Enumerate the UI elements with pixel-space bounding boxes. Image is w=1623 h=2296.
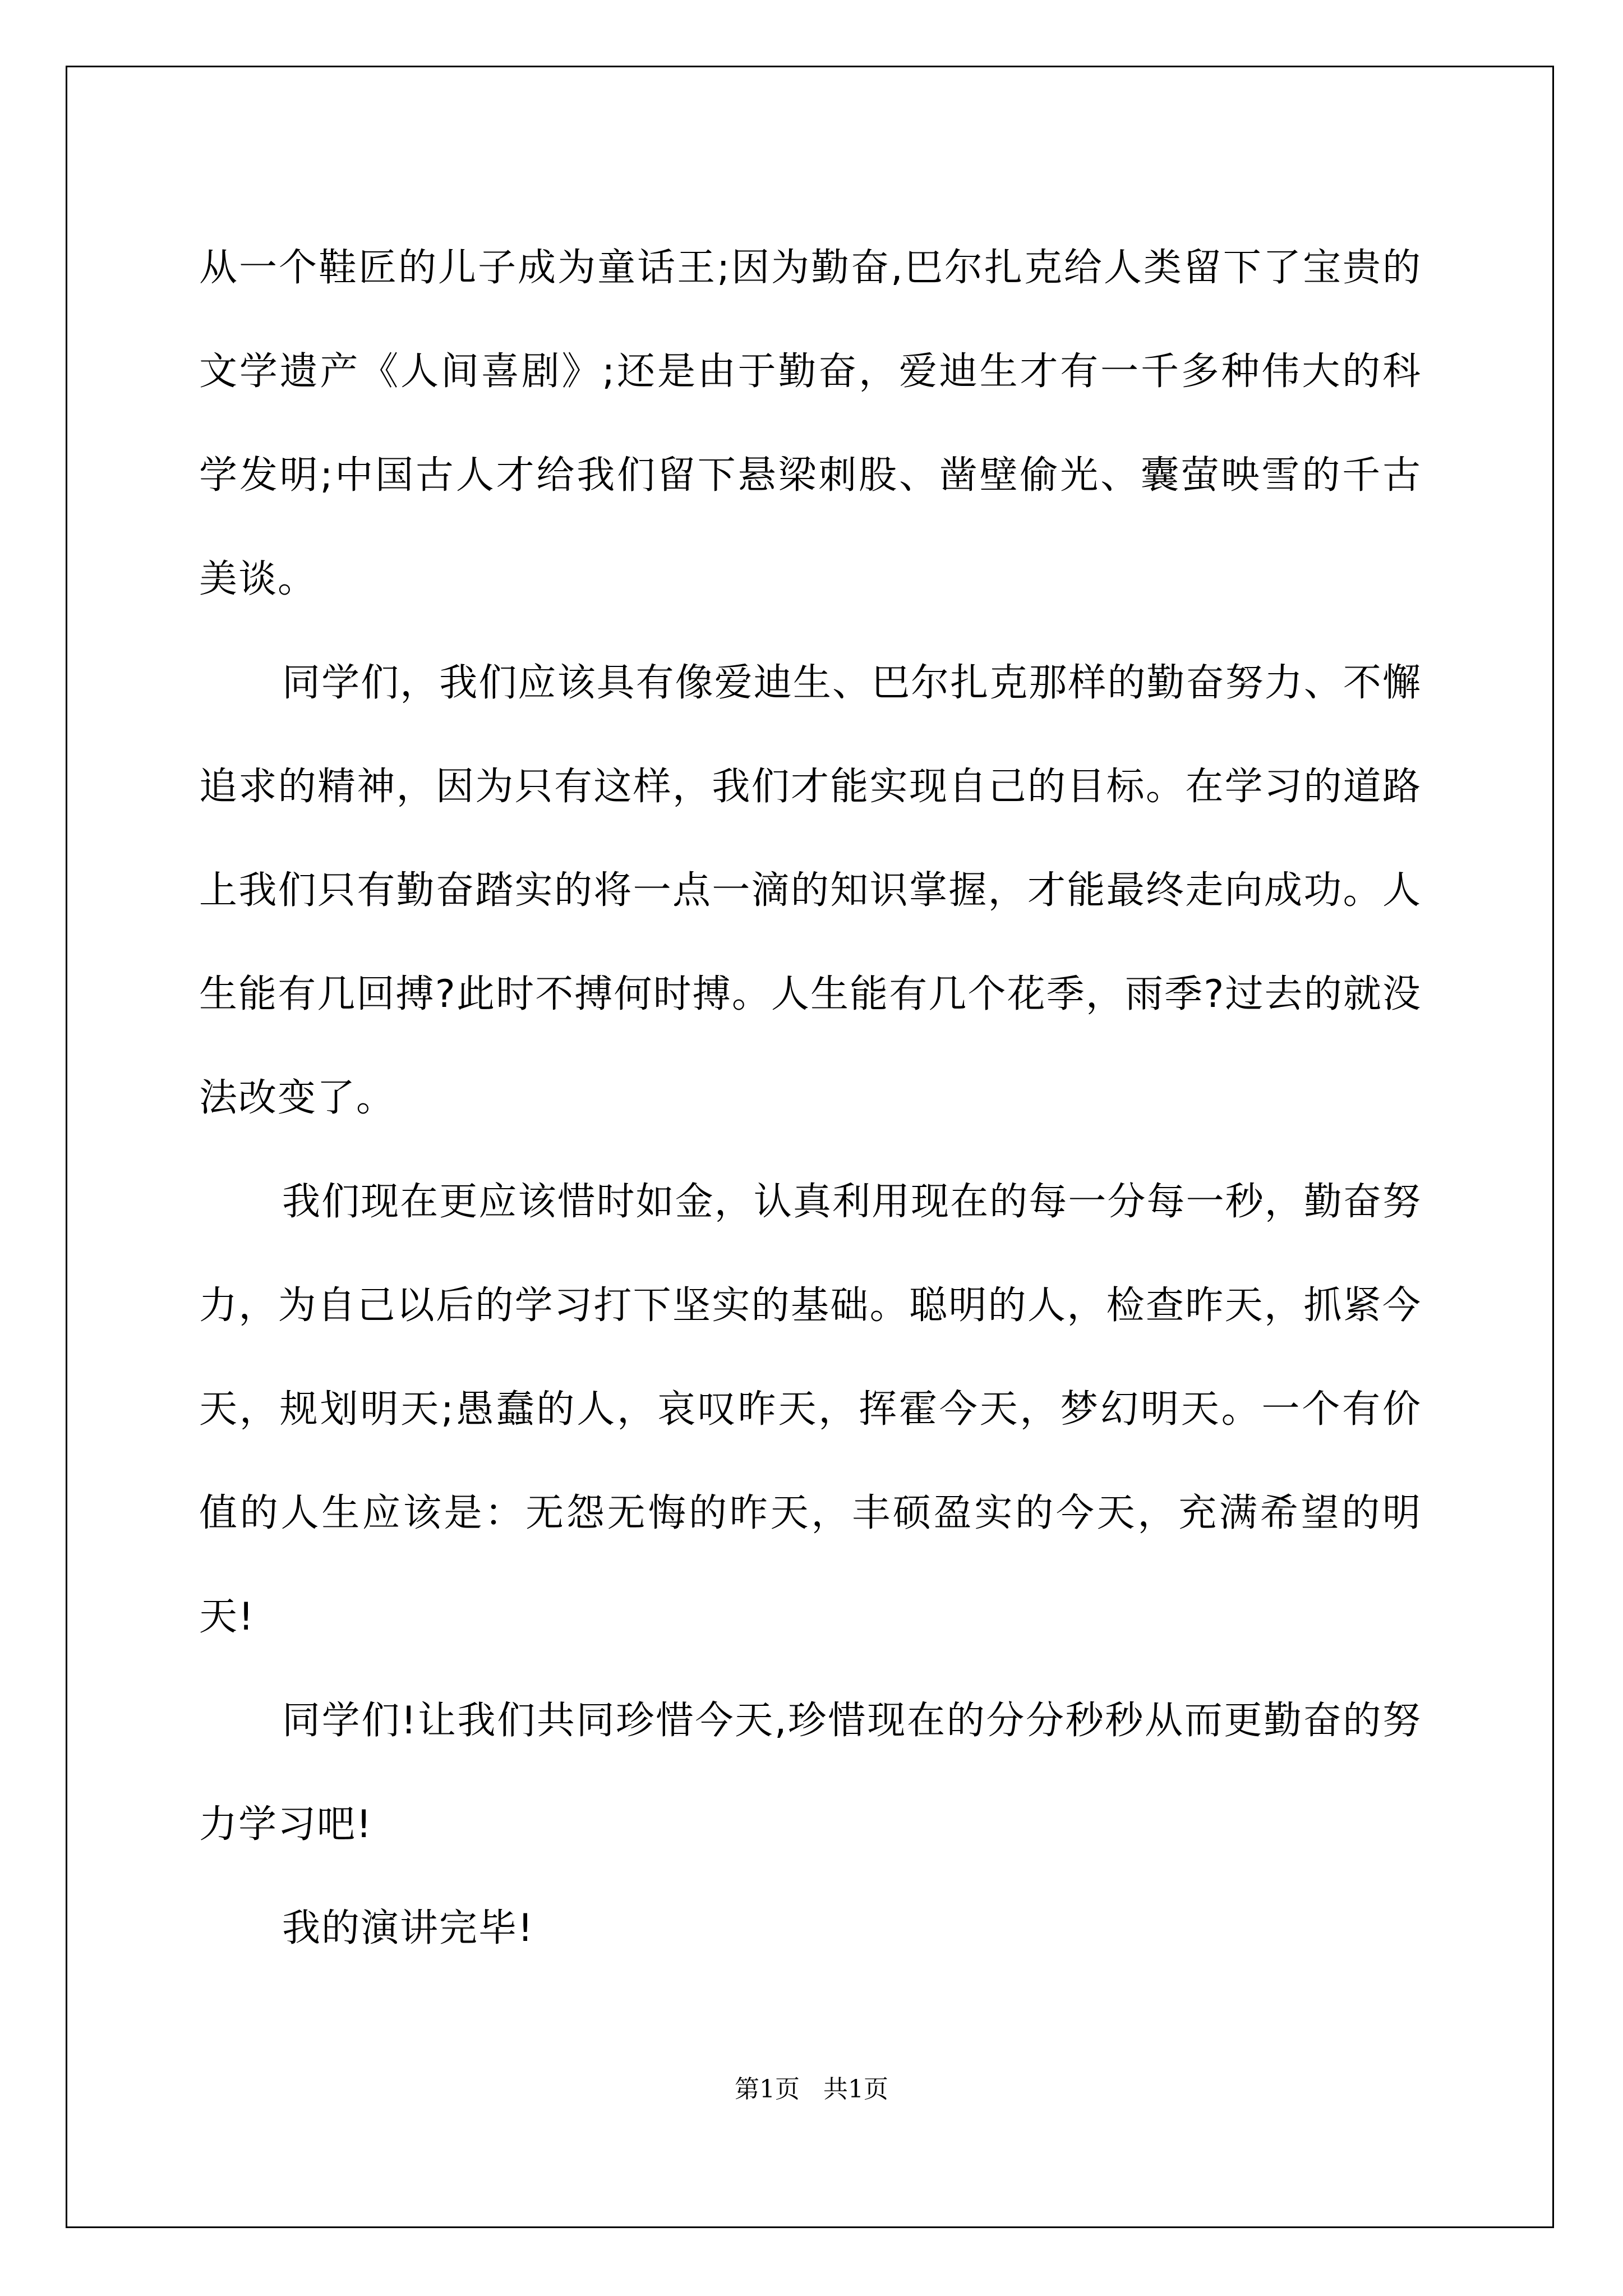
footer-gap [800,2075,823,2104]
paragraph-5: 我的演讲完毕! [282,1906,534,1950]
page-number: 第1页 [735,2075,800,2104]
page-total: 共1页 [823,2075,888,2104]
paragraph-3: 我们现在更应该惜时如金，认真利用现在的每一分每一秒，勤奋努力，为自己以后的学习打下坚实的基础。聪明的人，检查昨天，抓紧今天，规划明天;愚蠢的人，哀叹昨天，挥霍今天，梦幻明天。一个有价值的人生应该是：无怨无悔的昨天，丰硕盈实的今天，充满希望的明天! [199,1180,1422,1639]
page-footer [0,2073,1623,2106]
document-body [199,216,1422,1980]
paragraph-4: 同学们!让我们共同珍惜今天,珍惜现在的分分秒秒从而更勤奋的努力学习吧! [199,1699,1422,1847]
paragraph-1: 从一个鞋匠的儿子成为童话王;因为勤奋,巴尔扎克给人类留下了宝贵的文学遗产《人间喜剧》;还是由于勤奋，爱迪生才有一千多种伟大的科学发明;中国古人才给我们留下悬梁刺股、凿壁偷光、囊萤映雪的千古美谈。 [199,246,1422,601]
paragraph-2: 同学们，我们应该具有像爱迪生、巴尔扎克那样的勤奋努力、不懈追求的精神，因为只有这样，我们才能实现自己的目标。在学习的道路上我们只有勤奋踏实的将一点一滴的知识掌握，才能最终走向成功。人生能有几回搏?此时不搏何时搏。人生能有几个花季，雨季?过去的就没法改变了。 [199,661,1422,1120]
